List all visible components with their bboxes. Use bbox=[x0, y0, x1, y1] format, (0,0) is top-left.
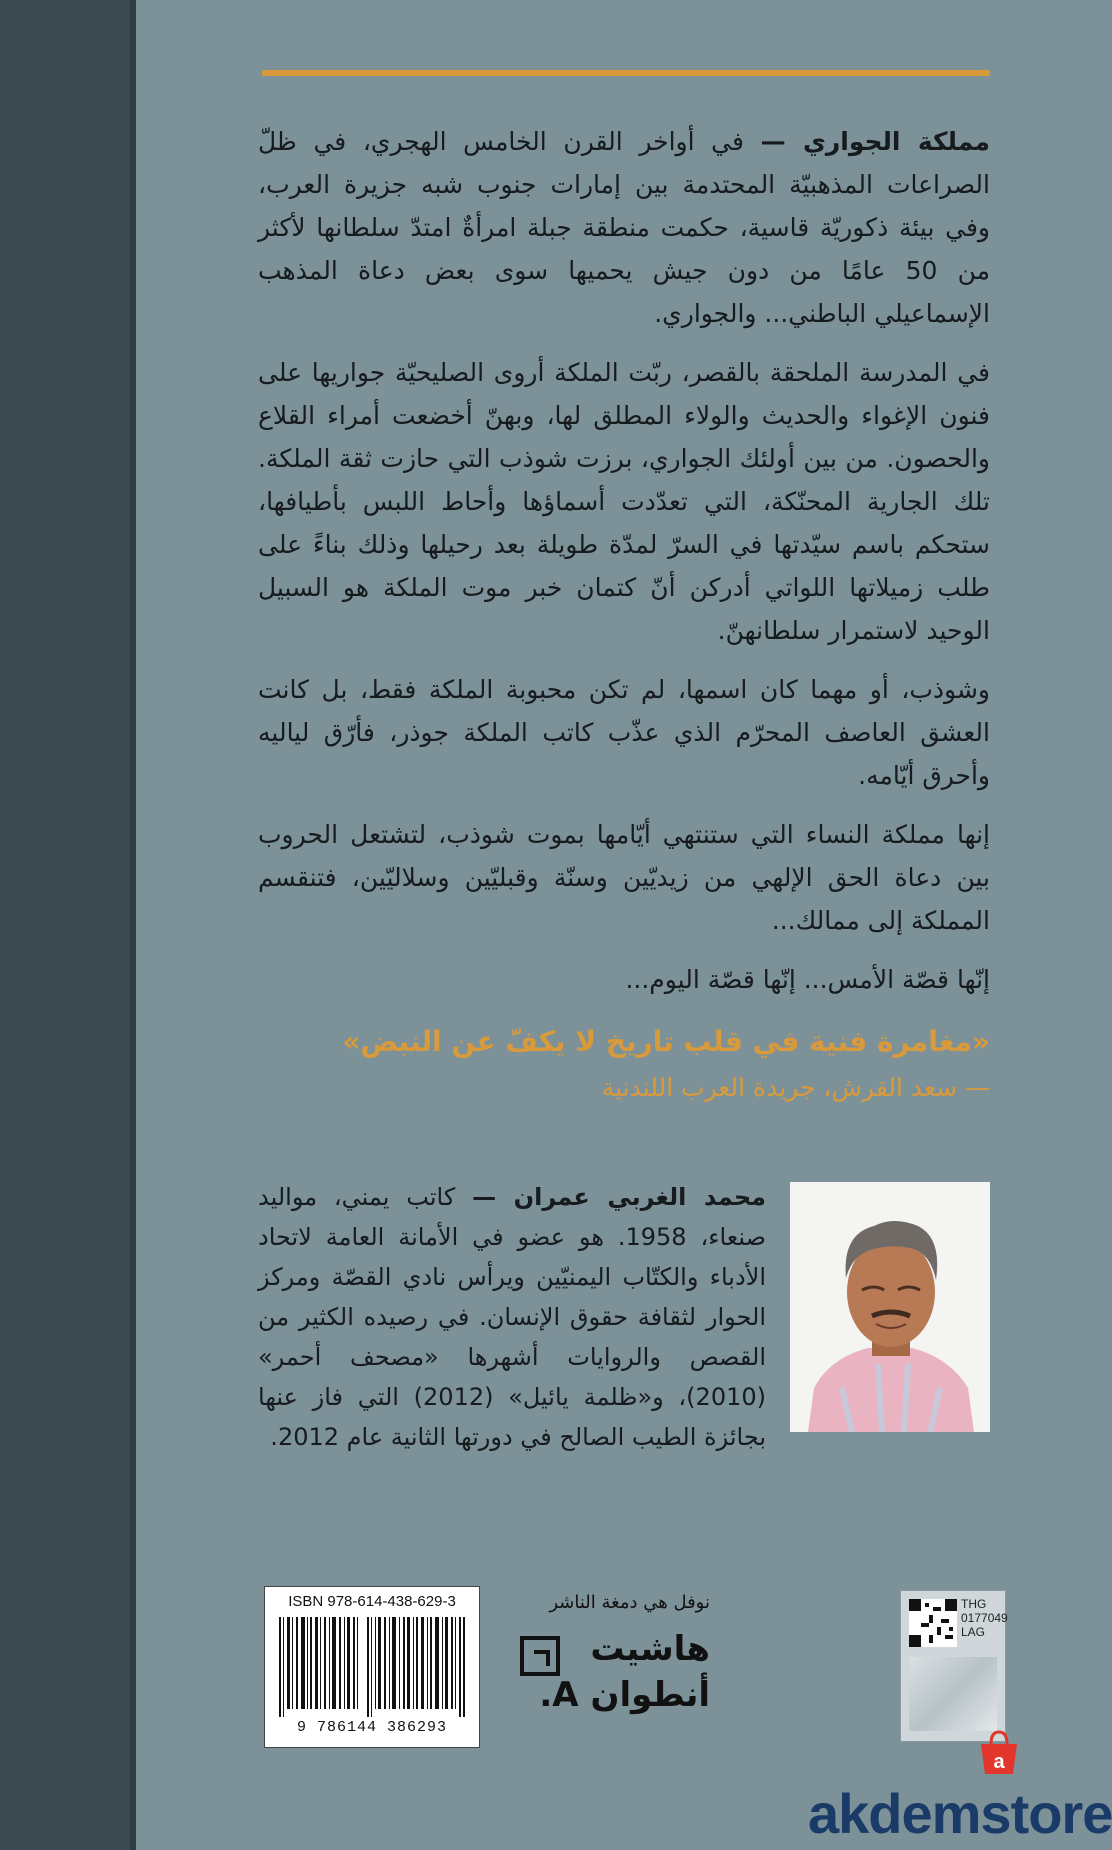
author-photo bbox=[790, 1182, 990, 1432]
book-spine bbox=[0, 0, 130, 1850]
hologram-icon bbox=[909, 1657, 997, 1731]
publisher-name-line-1: هاشيت bbox=[590, 1629, 710, 1669]
shopping-bag-icon bbox=[973, 1730, 1025, 1776]
quote-text: «مغامرة فنية في قلب تاريخ لا يكفّ عن النبض» bbox=[342, 1025, 990, 1058]
isbn-label: ISBN 978-614-438-629-3 bbox=[288, 1593, 456, 1610]
store-watermark: akdemstore bbox=[808, 1782, 1112, 1845]
book-title-lead: مملكة الجواري — bbox=[760, 127, 990, 156]
sticker-code: THG 0177049 LAG bbox=[961, 1597, 1008, 1639]
svg-text:a: a bbox=[993, 1751, 1005, 1773]
synopsis-paragraph-1: مملكة الجواري — في أواخر القرن الخامس الهجري، في ظلّ الصراعات المذهبيّة المحتدمة بين إمارات جنوب شبه جزيرة العرب، وفي بيئة ذكوريّة قاسية، حكمت منطقة جبلة امرأةٌ امتدّ سلطانها لأكثر من 50 عامًا من دون جيش يحميها سوى بعض دعاة المذهب الإسماعيلي الباطني... والجواري. bbox=[258, 127, 990, 328]
isbn-barcode bbox=[264, 1586, 480, 1748]
top-accent-rule bbox=[262, 70, 990, 76]
synopsis-paragraph-5: إنّها قصّة الأمس... إنّها قصّة اليوم... bbox=[625, 965, 990, 994]
security-sticker bbox=[900, 1590, 1006, 1742]
barcode-bars-icon bbox=[279, 1617, 465, 1717]
author-bio bbox=[258, 1177, 766, 1457]
synopsis-paragraph-4: إنها مملكة النساء التي ستنتهي أيّامها بموت شوذب، لتشتعل الحروب بين دعاة الحق الإلهي من زيديّين وسنّة وقبليّين وسلاليّين، فتنقسم المملكة إلى ممالك... bbox=[258, 820, 990, 935]
publisher-logo-icon bbox=[520, 1636, 560, 1676]
review-quote bbox=[262, 1020, 990, 1108]
publisher-tagline: نوفل هي دمغة الناشر bbox=[549, 1592, 710, 1613]
isbn-digits: 9 786144 386293 bbox=[296, 1719, 448, 1736]
publisher-name-line-2: أنطوان A. bbox=[539, 1675, 710, 1715]
synopsis-paragraph-2: في المدرسة الملحقة بالقصر، ربّت الملكة أروى الصليحيّة جواريها على فنون الإغواء والحديث والولاء المطلق لها، وبهنّ أخضعت أمراء القلاع والحصون. من بين أولئك الجواري، برزت شوذب التي حازت ثقة الملكة. تلك الجارية المحنّكة، التي تعدّدت أسماؤها وأحاط اللبس بأطيافها، ستحكم باسم سيّدتها في السرّ لمدّة طويلة بعد رحيلها وذلك بناءً على طلب زميلاتها اللواتي أدركن أنّ كتمان خبر موت الملكة هو السبيل الوحيد لاستمرار سلطانهنّ. bbox=[258, 358, 990, 645]
qr-code-icon bbox=[909, 1599, 957, 1647]
synopsis-paragraph-3: وشوذب، أو مهما كان اسمها، لم تكن محبوبة الملكة فقط، بل كانت العشق العاصف المحرّم الذي عذّب كاتب الملكة جوذر، فأرّق لياليه وأحرق أيّامه. bbox=[258, 675, 990, 790]
synopsis bbox=[258, 120, 990, 1017]
quote-source: — سعد القرش، جريدة العرب اللندنية bbox=[601, 1073, 990, 1102]
author-portrait-icon bbox=[790, 1182, 990, 1432]
author-bio-text: كاتب يمني، مواليد صنعاء، 1958. هو عضو في الأمانة العامة لاتحاد الأدباء والكتّاب اليمنيّين ويرأس نادي القصّة ومركز الحوار لثقافة حقوق الإنسان. في رصيده الكثير من القصص والروايات أشهرها «مصحف أحمر» (2010)، و«ظلمة يائيل» (2012) التي فاز عنها بجائزة الطيب الصالح في دورتها الثانية عام 2012. bbox=[258, 1183, 766, 1451]
author-name: محمد الغربي عمران — bbox=[472, 1183, 766, 1211]
